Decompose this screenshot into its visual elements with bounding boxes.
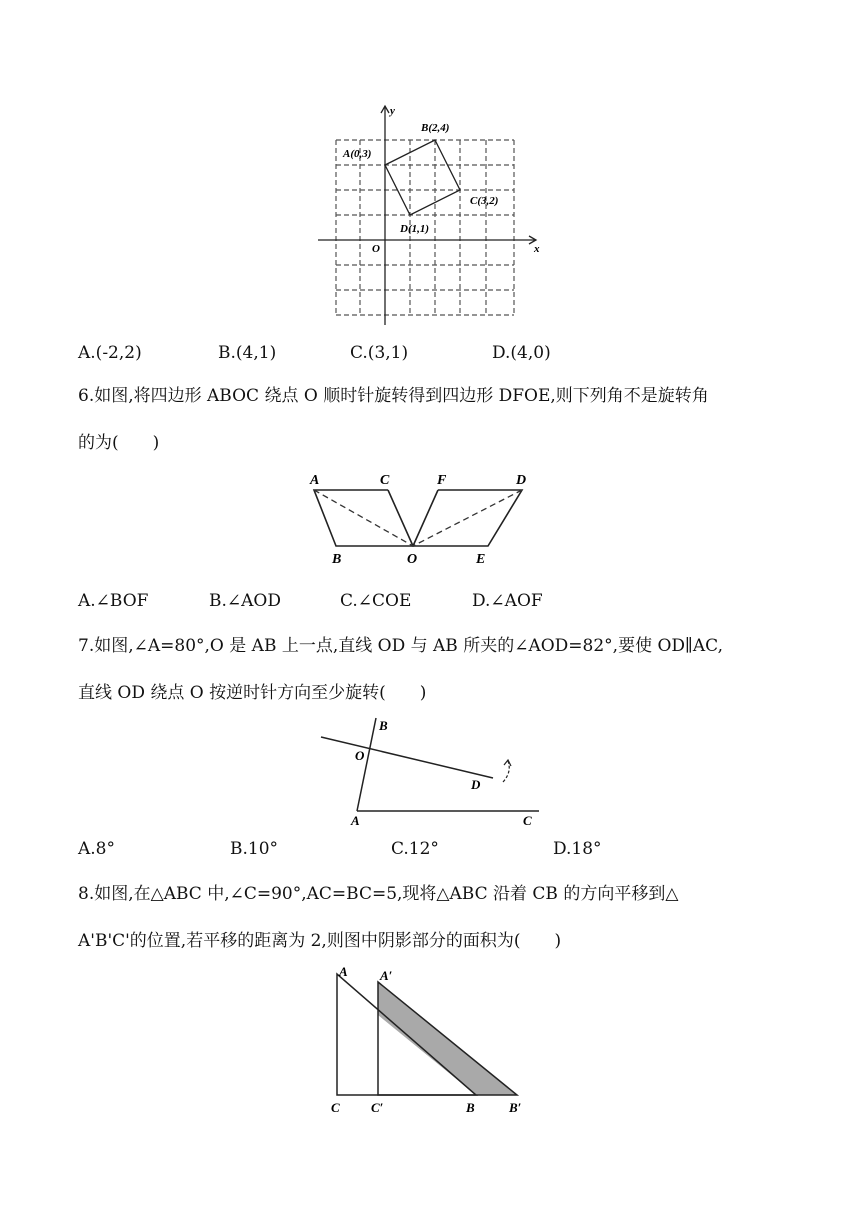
- quadrilateral-ABCD: [385, 140, 460, 215]
- label-A: A: [310, 473, 320, 488]
- q6-option-b: B.∠AOD: [209, 591, 281, 611]
- q6-option-a: A.∠BOF: [78, 591, 149, 611]
- point-label-A: A(0,3): [343, 148, 372, 160]
- label-C: C: [331, 1100, 340, 1115]
- q7-option-c: C.12°: [391, 839, 439, 859]
- x-axis-label: x: [534, 243, 540, 255]
- label-C: C: [523, 813, 532, 828]
- line-OD: [321, 737, 493, 778]
- label-C-prime: C′: [371, 1100, 384, 1115]
- q6-option-d: D.∠AOF: [472, 591, 543, 611]
- point-label-C: C(3,2): [470, 195, 499, 207]
- label-A-prime: A′: [380, 968, 393, 983]
- q5-option-d: D.(4,0): [492, 343, 551, 363]
- q7-text-line2: 直线 OD 绕点 O 按逆时针方向至少旋转( ): [78, 683, 427, 703]
- dashed-OA: [314, 490, 413, 546]
- point-label-B: B(2,4): [421, 122, 450, 134]
- q6-option-c: C.∠COE: [340, 591, 412, 611]
- q8-text-line1: 8.如图,在△ABC 中,∠C=90°,AC=BC=5,现将△ABC 沿着 CB 的方向平移到△: [78, 884, 679, 904]
- label-A: A: [339, 964, 348, 979]
- label-D: D: [471, 777, 481, 792]
- q7-option-a: A.8°: [78, 839, 115, 859]
- q7-option-d: D.18°: [553, 839, 602, 859]
- triangle-A2B2C2: [378, 982, 517, 1095]
- label-F: F: [437, 473, 447, 488]
- label-O: O: [407, 552, 418, 567]
- label-B: B: [379, 718, 388, 733]
- label-B: B: [332, 552, 342, 567]
- label-D: D: [516, 473, 527, 488]
- translation-figure-q8: [325, 962, 535, 1120]
- triangle-ABC: [337, 974, 476, 1095]
- line-AB: [357, 718, 376, 811]
- q7-text-line1: 7.如图,∠A=80°,O 是 AB 上一点,直线 OD 与 AB 所夹的∠AOD=82°,要使 OD∥AC,: [78, 636, 723, 656]
- q7-option-b: B.10°: [230, 839, 279, 859]
- y-axis-label: y: [390, 105, 395, 117]
- point-label-D: D(1,1): [400, 223, 430, 235]
- quad-ABOC: [314, 490, 413, 546]
- q5-option-a: A.(-2,2): [78, 343, 142, 363]
- q5-option-c: C.(3,1): [350, 343, 409, 363]
- q5-option-b: B.(4,1): [218, 343, 277, 363]
- label-B-prime: B′: [509, 1100, 522, 1115]
- label-E: E: [476, 552, 486, 567]
- label-A: A: [351, 813, 360, 828]
- label-C: C: [380, 473, 390, 488]
- rotation-arrow: [503, 760, 511, 782]
- label-O: O: [355, 748, 365, 763]
- q6-text-line2: 的为( ): [78, 433, 160, 453]
- coordinate-grid-figure: [310, 100, 550, 330]
- label-B: B: [466, 1100, 475, 1115]
- q8-text-line2: A'B'C'的位置,若平移的距离为 2,则图中阴影部分的面积为( ): [78, 931, 562, 951]
- q6-text-line1: 6.如图,将四边形 ABOC 绕点 O 顺时针旋转得到四边形 DFOE,则下列角不是旋转角: [78, 386, 709, 406]
- origin-label: O: [372, 243, 380, 255]
- rotation-figure-q6: [300, 466, 550, 570]
- rotation-figure-q7: [315, 712, 545, 828]
